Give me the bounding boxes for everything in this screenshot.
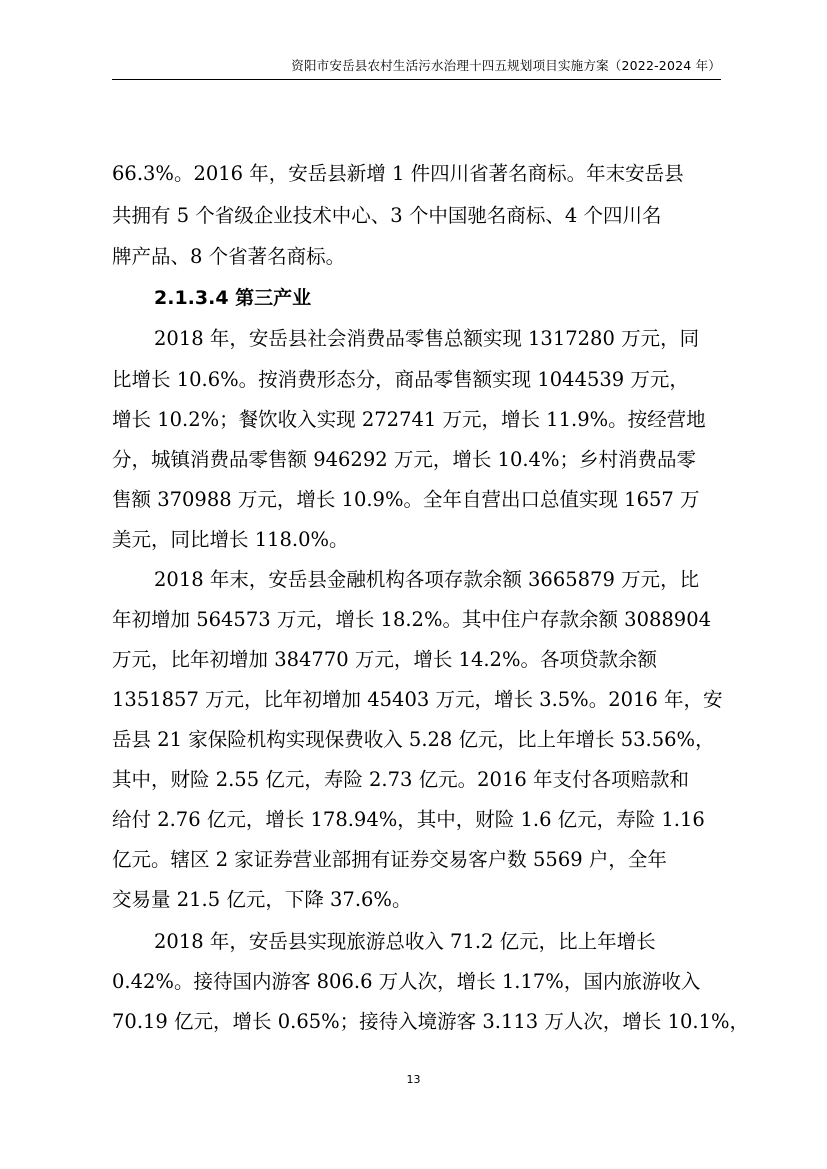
paragraph-line: 增长 10.2%；餐饮收入实现 272741 万元，增长 11.9%。按经营地 — [112, 408, 706, 431]
paragraph-line: 2018 年，安岳县实现旅游总收入 71.2 亿元，比上年增长 — [154, 930, 656, 953]
paragraph-line: 牌产品、8 个省著名商标。 — [112, 245, 346, 268]
paragraph-line: 交易量 21.5 亿元，下降 37.6%。 — [112, 888, 412, 911]
paragraph-line: 万元，比年初增加 384770 万元，增长 14.2%。各项贷款余额 — [112, 648, 657, 671]
header-divider — [112, 79, 721, 80]
paragraph-line: 岳县 21 家保险机构实现保费收入 5.28 亿元，比上年增长 53.56%， — [112, 728, 715, 751]
running-header: 资阳市安岳县农村生活污水治理十四五规划项目实施方案（2022-2024 年） — [291, 58, 721, 73]
paragraph-line: 亿元。辖区 2 家证券营业部拥有证券交易客户数 5569 户，全年 — [112, 848, 667, 871]
paragraph-line: 售额 370988 万元，增长 10.9%。全年自营出口总值实现 1657 万 — [112, 488, 700, 511]
paragraph-line: 比增长 10.6%。按消费形态分，商品零售额实现 1044539 万元， — [112, 368, 689, 391]
page-number: 13 — [406, 1073, 421, 1086]
paragraph-line: 年初增加 564573 万元，增长 18.2%。其中住户存款余额 3088904 — [112, 608, 712, 631]
paragraph-line: 2018 年，安岳县社会消费品零售总额实现 1317280 万元，同 — [154, 327, 700, 350]
section-heading: 2.1.3.4 第三产业 — [154, 287, 312, 309]
paragraph-line: 0.42%。接待国内游客 806.6 万人次，增长 1.17%，国内旅游收入 — [112, 970, 701, 993]
paragraph-line: 其中，财险 2.55 亿元，寿险 2.73 亿元。2016 年支付各项赔款和 — [112, 768, 689, 791]
paragraph-line: 70.19 亿元，增长 0.65%；接待入境游客 3.113 万人次，增长 10.1%， — [112, 1010, 750, 1033]
paragraph-line: 给付 2.76 亿元，增长 178.94%，其中，财险 1.6 亿元，寿险 1.16 — [112, 808, 705, 831]
paragraph-line: 66.3%。2016 年，安岳县新增 1 件四川省著名商标。年末安岳县 — [112, 162, 684, 185]
paragraph-line: 美元，同比增长 118.0%。 — [112, 528, 349, 551]
paragraph-line: 2018 年末，安岳县金融机构各项存款余额 3665879 万元，比 — [154, 568, 700, 591]
paragraph-line: 分，城镇消费品零售额 946292 万元，增长 10.4%；乡村消费品零 — [112, 448, 696, 471]
paragraph-line: 共拥有 5 个省级企业技术中心、3 个中国驰名商标、4 个四川名 — [112, 204, 662, 227]
paragraph-line: 1351857 万元，比年初增加 45403 万元，增长 3.5%。2016 年，安 — [112, 688, 723, 711]
